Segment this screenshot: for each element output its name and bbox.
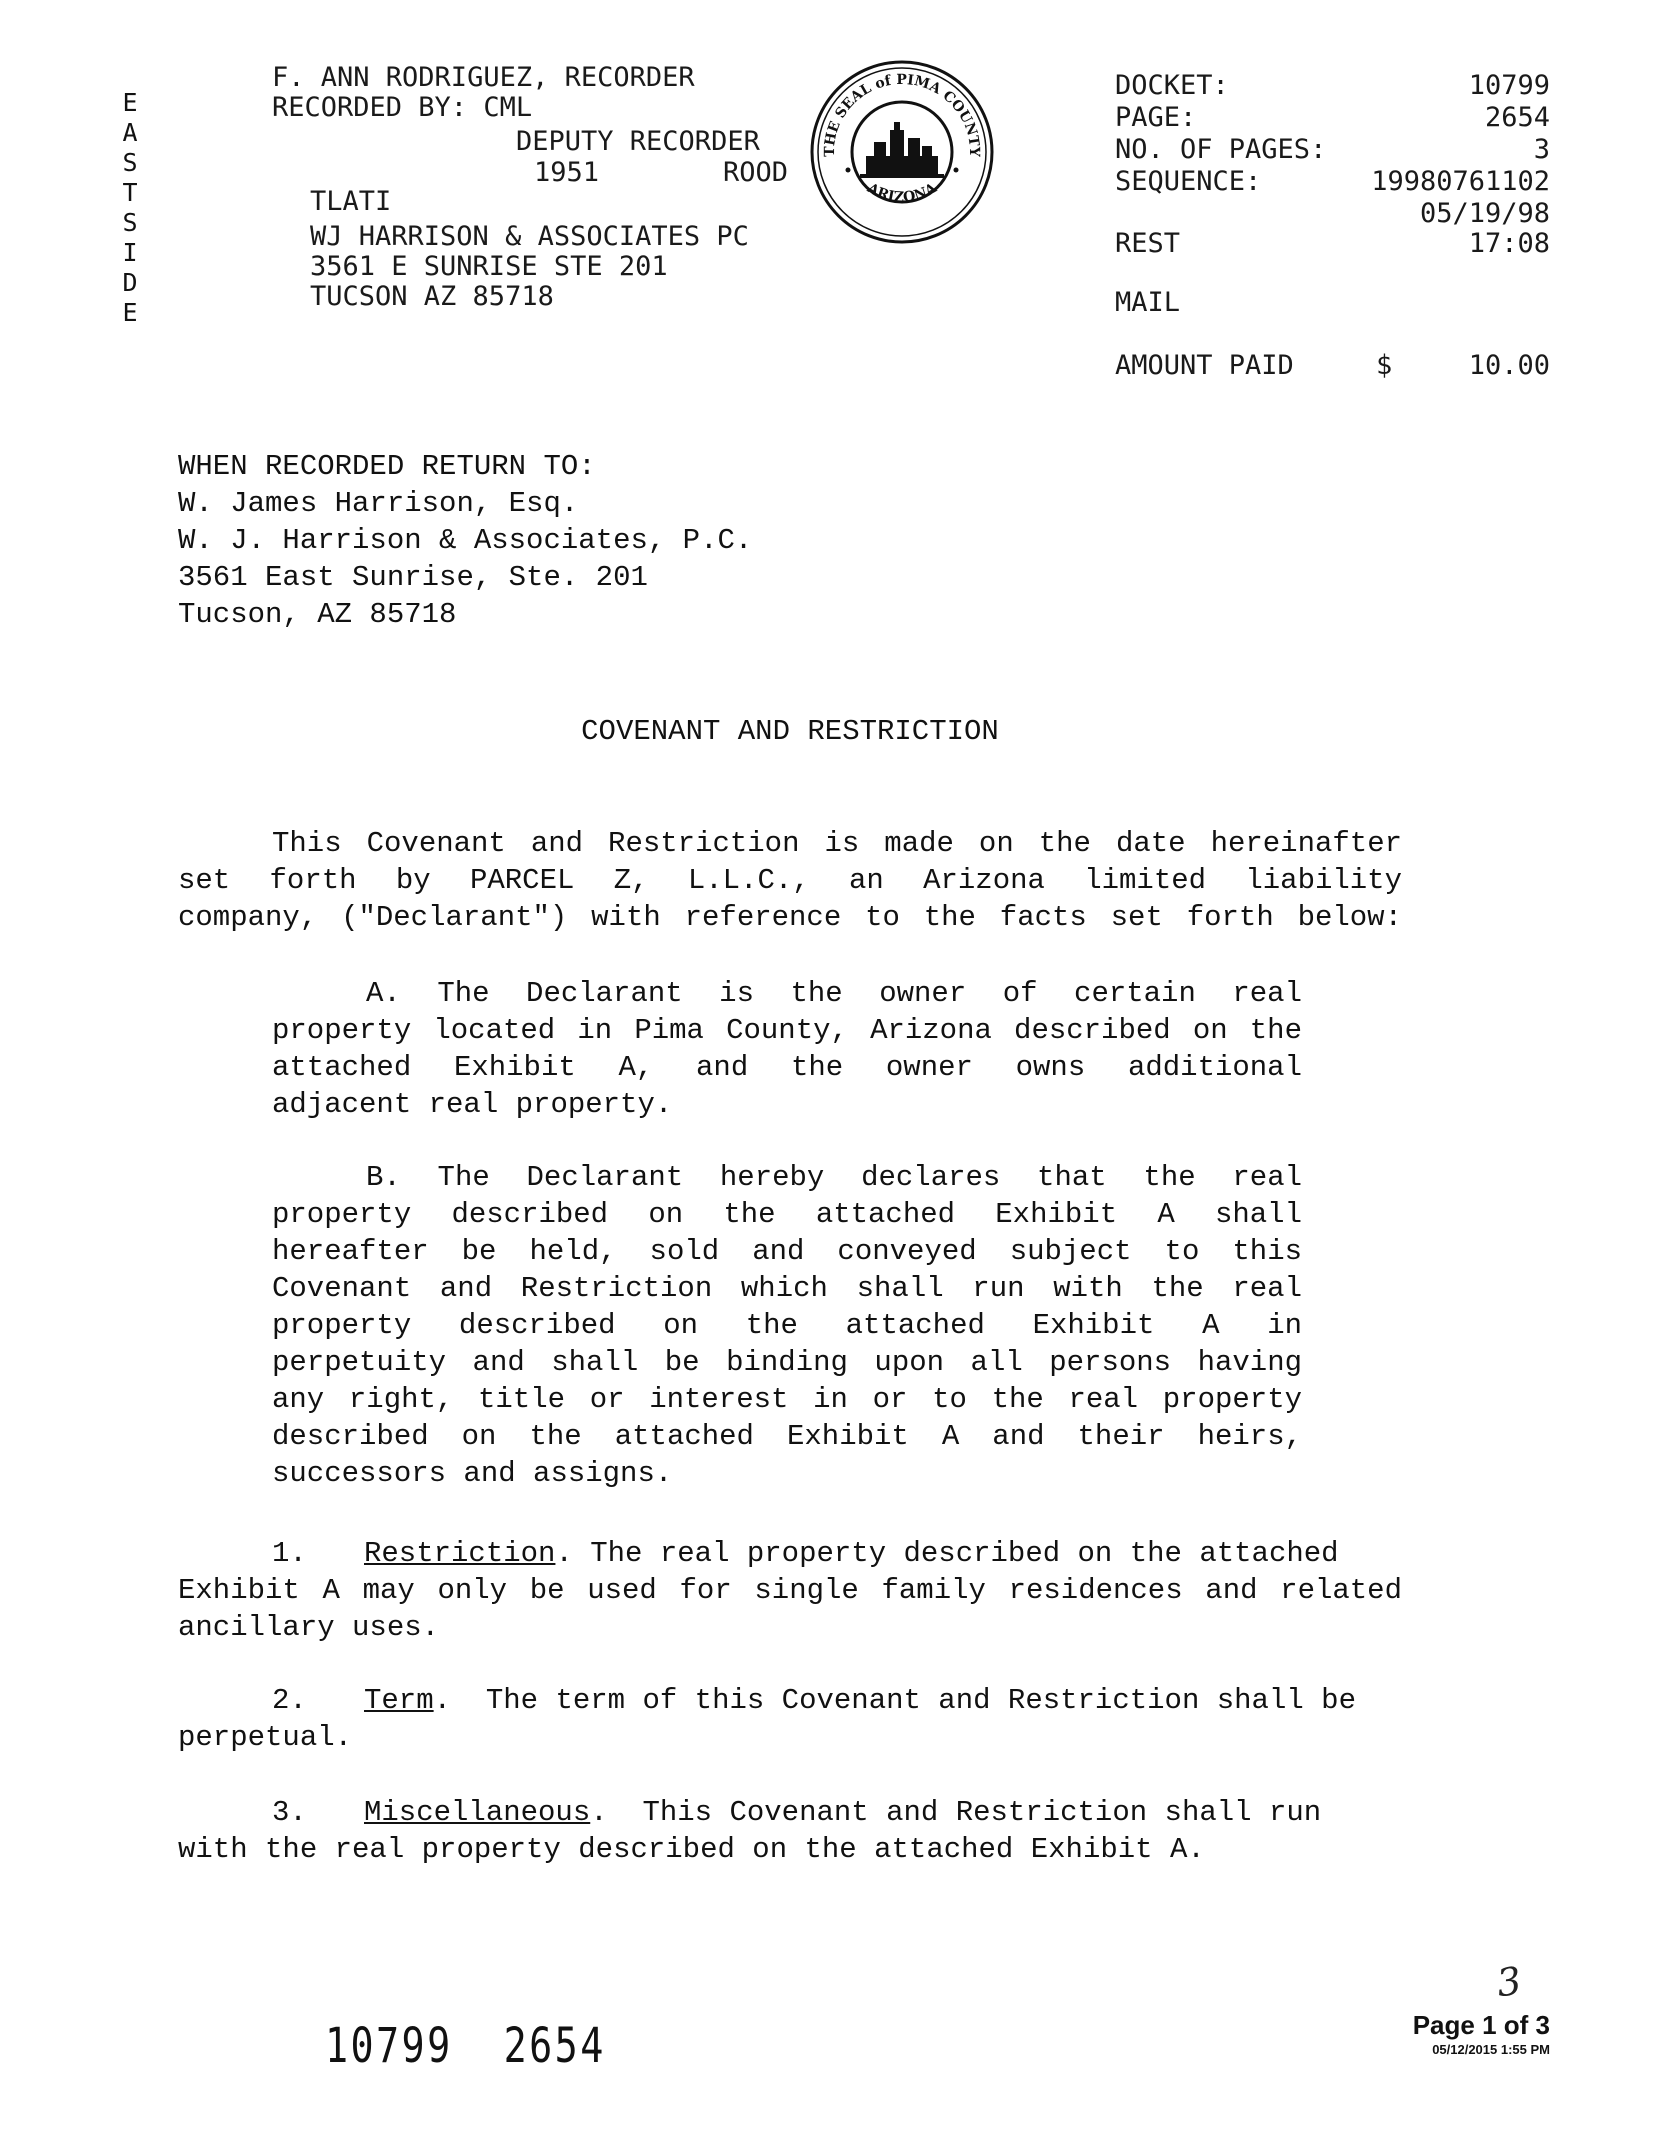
recording-info bbox=[1115, 70, 1550, 260]
section-term bbox=[178, 1682, 1402, 1756]
recital-a-line: A. The Declarant is the owner of certain real bbox=[366, 977, 1302, 1010]
recorded-by: RECORDED BY: CML bbox=[272, 92, 533, 123]
section-first-rest: . The term of this Covenant and Restriction shall be bbox=[433, 1684, 1356, 1717]
recital-b-line: successors and assigns. bbox=[272, 1457, 673, 1490]
section-heading: Restriction bbox=[364, 1537, 556, 1570]
section-heading: Miscellaneous bbox=[364, 1796, 591, 1829]
section-line: with the real property described on the attached Exhibit A. bbox=[178, 1833, 1205, 1866]
page-row bbox=[1115, 102, 1550, 134]
svg-text:ARIZONA bbox=[864, 180, 941, 206]
addressee-line: 3561 E SUNRISE STE 201 bbox=[310, 251, 668, 282]
side-letter: A bbox=[122, 118, 138, 147]
county-seal bbox=[808, 58, 996, 246]
return-to-line: Tucson, AZ 85718 bbox=[178, 598, 457, 631]
section-first-rest: . This Covenant and Restriction shall run bbox=[590, 1796, 1322, 1829]
recital-a-line: adjacent real property. bbox=[272, 1088, 673, 1121]
recital-b-line: any right, title or interest in or to the real property bbox=[272, 1383, 1302, 1416]
pages-value: 3 bbox=[1533, 134, 1550, 165]
recorder-code-left: 1951 bbox=[534, 157, 600, 188]
side-letter: I bbox=[122, 238, 138, 267]
handwritten-page-count: 3 bbox=[1494, 1958, 1525, 2006]
return-to-line: W. James Harrison, Esq. bbox=[178, 487, 579, 520]
recording-time: 17:08 bbox=[1468, 228, 1550, 259]
side-label bbox=[118, 88, 142, 328]
section-number: 1. bbox=[272, 1537, 307, 1570]
side-letter: S bbox=[122, 208, 138, 237]
recording-date: 05/19/98 bbox=[1419, 198, 1550, 229]
section-line: ancillary uses. bbox=[178, 1611, 440, 1644]
recorder-name: F. ANN RODRIGUEZ, RECORDER bbox=[272, 62, 695, 93]
section-heading: Term bbox=[364, 1684, 434, 1717]
print-timestamp: 05/12/2015 1:55 PM bbox=[1432, 2042, 1550, 2057]
addressee-line: TUCSON AZ 85718 bbox=[310, 281, 554, 312]
intro-line: set forth by PARCEL Z, L.L.C., an Arizona limited liability bbox=[178, 864, 1402, 897]
side-letter: S bbox=[122, 148, 138, 177]
recital-a-line: attached Exhibit A, and the owner owns additional bbox=[272, 1051, 1302, 1084]
recorder-code-right: ROOD bbox=[723, 157, 789, 188]
section-number: 2. bbox=[272, 1684, 307, 1717]
addressee-line: TLATI bbox=[310, 186, 392, 217]
rest-row bbox=[1115, 228, 1550, 260]
page-label: PAGE: bbox=[1115, 102, 1197, 133]
document-title: COVENANT AND RESTRICTION bbox=[581, 715, 999, 748]
sequence-label: SEQUENCE: bbox=[1115, 166, 1262, 197]
return-to-heading: WHEN RECORDED RETURN TO: bbox=[178, 450, 596, 483]
date-row bbox=[1115, 198, 1550, 228]
sequence-row bbox=[1115, 166, 1550, 198]
sequence-value: 19980761102 bbox=[1371, 166, 1550, 197]
side-letter: T bbox=[122, 178, 138, 207]
side-letter: E bbox=[122, 88, 138, 117]
page-value: 2654 bbox=[1484, 102, 1550, 133]
amount-value: 10.00 bbox=[1468, 350, 1550, 381]
docket-label: DOCKET: bbox=[1115, 70, 1229, 101]
mail-label: MAIL bbox=[1115, 287, 1181, 318]
recital-a bbox=[272, 975, 1302, 1123]
addressee-line: WJ HARRISON & ASSOCIATES PC bbox=[310, 221, 749, 252]
recital-b-line: hereafter be held, sold and conveyed subject to this bbox=[272, 1235, 1302, 1268]
intro-paragraph bbox=[178, 825, 1402, 936]
rest-label: REST bbox=[1115, 228, 1181, 259]
side-letter: E bbox=[122, 298, 138, 327]
return-to-line: W. J. Harrison & Associates, P.C. bbox=[178, 524, 753, 557]
section-line: Exhibit A may only be used for single family residences and related bbox=[178, 1574, 1402, 1607]
recital-b-line: perpetuity and shall be binding upon all persons having bbox=[272, 1346, 1302, 1379]
section-number: 3. bbox=[272, 1796, 307, 1829]
section-restriction bbox=[178, 1535, 1402, 1646]
intro-line: company, ("Declarant") with reference to the facts set forth below: bbox=[178, 901, 1402, 934]
recital-b-line: Covenant and Restriction which shall run with the real bbox=[272, 1272, 1302, 1305]
section-first-rest: . The real property described on the attached bbox=[555, 1537, 1339, 1570]
return-to-block bbox=[178, 448, 752, 633]
page-indicator: Page 1 of 3 bbox=[1412, 2010, 1550, 2040]
recital-b-line: described on the attached Exhibit A and their heirs, bbox=[272, 1420, 1302, 1453]
section-miscellaneous bbox=[178, 1794, 1402, 1868]
pages-label: NO. OF PAGES: bbox=[1115, 134, 1327, 165]
section-first-line bbox=[178, 1535, 1402, 1572]
docket-value: 10799 bbox=[1468, 70, 1550, 101]
section-first-line bbox=[178, 1682, 1402, 1719]
amount-currency: $ bbox=[1376, 350, 1393, 381]
deputy-recorder: DEPUTY RECORDER bbox=[516, 126, 760, 157]
intro-line: This Covenant and Restriction is made on the date hereinafter bbox=[272, 827, 1402, 860]
recital-b-line: property described on the attached Exhibit A in bbox=[272, 1309, 1302, 1342]
docket-stamp: 10799 2654 bbox=[325, 2018, 606, 2074]
docket-row bbox=[1115, 70, 1550, 102]
section-first-line bbox=[178, 1794, 1402, 1831]
building-icon bbox=[860, 122, 944, 178]
seal-text-bottom: ARIZONA bbox=[864, 180, 940, 206]
section-line: perpetual. bbox=[178, 1721, 353, 1754]
seal-text-top: THE SEAL of PIMA COUNTY bbox=[821, 71, 983, 157]
pages-row bbox=[1115, 134, 1550, 166]
amount-label: AMOUNT PAID bbox=[1115, 350, 1294, 381]
recital-b bbox=[272, 1159, 1302, 1492]
recital-b-line: B. The Declarant hereby declares that the real bbox=[366, 1161, 1302, 1194]
side-letter: D bbox=[122, 268, 138, 297]
return-to-line: 3561 East Sunrise, Ste. 201 bbox=[178, 561, 648, 594]
recital-a-line: property located in Pima County, Arizona described on the bbox=[272, 1014, 1302, 1047]
recital-b-line: property described on the attached Exhibit A shall bbox=[272, 1198, 1302, 1231]
